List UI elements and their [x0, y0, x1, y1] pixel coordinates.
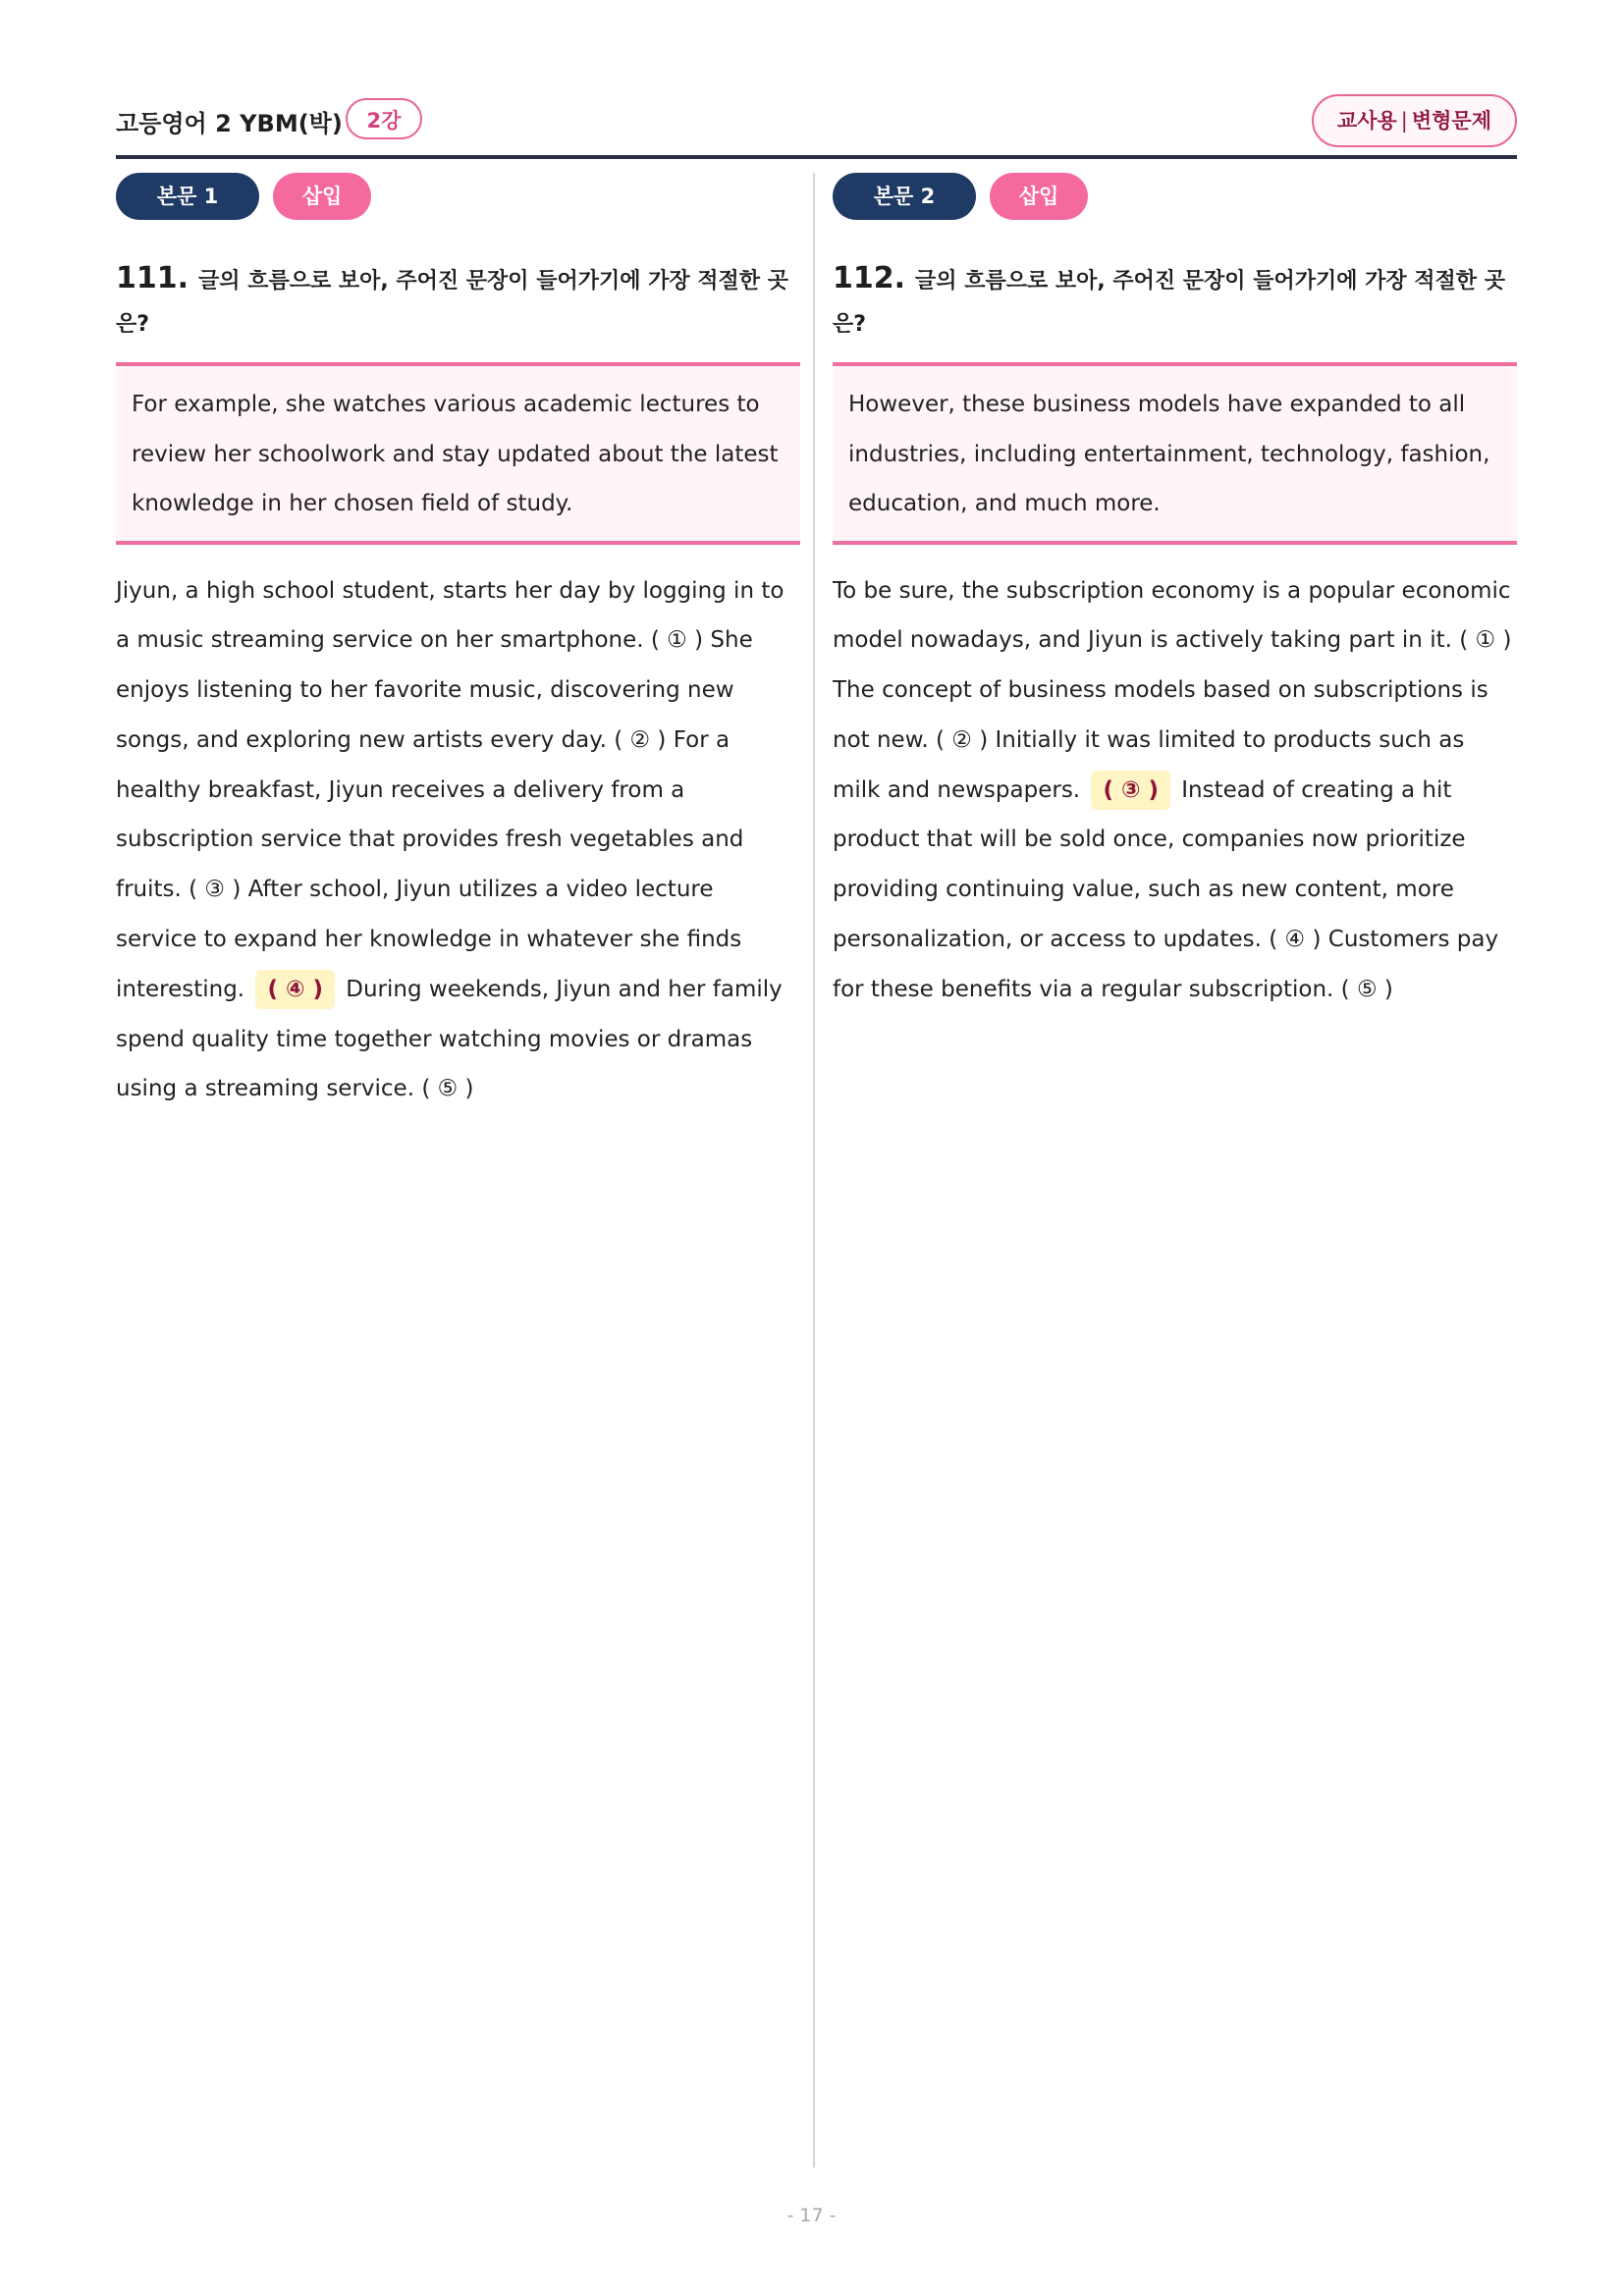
- question-column-112: [833, 173, 1517, 1015]
- given-sentence-box: [116, 362, 800, 545]
- textbook-title: 고등영어 2 YBM(박): [116, 110, 343, 137]
- header-rule: [116, 155, 1517, 159]
- audience-label: 교사용: [1336, 109, 1397, 133]
- question-tags: [116, 173, 800, 222]
- passage-after-answer: During weekends, Jiyun and her family spend quality time together watching movies or dramas using a streaming service. ( ⑤ ): [116, 976, 783, 1102]
- page-header: [116, 94, 1517, 157]
- lesson-badge: 2강: [346, 98, 422, 139]
- section-tag: 본문 1: [116, 173, 259, 220]
- category-tag: 삽입: [990, 173, 1088, 220]
- problem-type-label: 변형문제: [1411, 109, 1491, 133]
- badge-separator: |: [1400, 109, 1408, 133]
- answer-marker: ( ④ ): [255, 970, 335, 1009]
- question-number: 112.: [833, 261, 906, 295]
- question-text: 글의 흐름으로 보아, 주어진 문장이 들어가기에 가장 적절한 곳은?: [116, 269, 788, 337]
- given-sentence-box: [833, 362, 1517, 545]
- given-sentence: However, these business models have expanded to all industries, including entertainment, technology, fashion, education, and much more.: [848, 392, 1490, 516]
- answer-marker: ( ③ ): [1091, 771, 1170, 810]
- passage-before-answer: Jiyun, a high school student, starts her day by logging in to a music streaming service on her smartphone. ( ① ) She enjoys listening to her favorite music, discovering new songs, and exploring new artists every day. ( ② ) For a healthy breakfast, Jiyun receives a delivery from a subscription service that provides fresh vegetables and fruits. ( ③ ) After school, Jiyun utilizes a video lecture service to expand her knowledge in whatever she finds interesting.: [116, 577, 784, 1002]
- document-type-badge: [1312, 94, 1517, 147]
- page-number: - 17 -: [786, 2205, 837, 2226]
- passage: [116, 566, 800, 1115]
- question-number: 111.: [116, 261, 189, 295]
- passage-before-answer: To be sure, the subscription economy is a popular economic model nowadays, and Jiyun is actively taking part in it. ( ① ) The concept of business models based on subscriptions is not new. ( ② ) Initially it was limited to products such as milk and newspapers.: [833, 577, 1512, 803]
- passage-after-answer: Instead of creating a hit product that will be sold once, companies now prioritize providing continuing value, such as new content, more personalization, or access to updates. ( ④ ) Customers pay for these benefits via a regular subscription. ( ⑤ ): [833, 776, 1499, 1002]
- question-prompt: [116, 257, 800, 347]
- passage: [833, 566, 1517, 1015]
- category-tag: 삽입: [273, 173, 371, 220]
- question-text: 글의 흐름으로 보아, 주어진 문장이 들어가기에 가장 적절한 곳은?: [833, 269, 1505, 337]
- section-tag: 본문 2: [833, 173, 976, 220]
- question-tags: [833, 173, 1517, 222]
- question-prompt: [833, 257, 1517, 347]
- column-divider: [813, 173, 815, 2167]
- question-column-111: [116, 173, 800, 1114]
- given-sentence: For example, she watches various academic lectures to review her schoolwork and stay updated about the latest knowledge in her chosen field of study.: [132, 392, 779, 516]
